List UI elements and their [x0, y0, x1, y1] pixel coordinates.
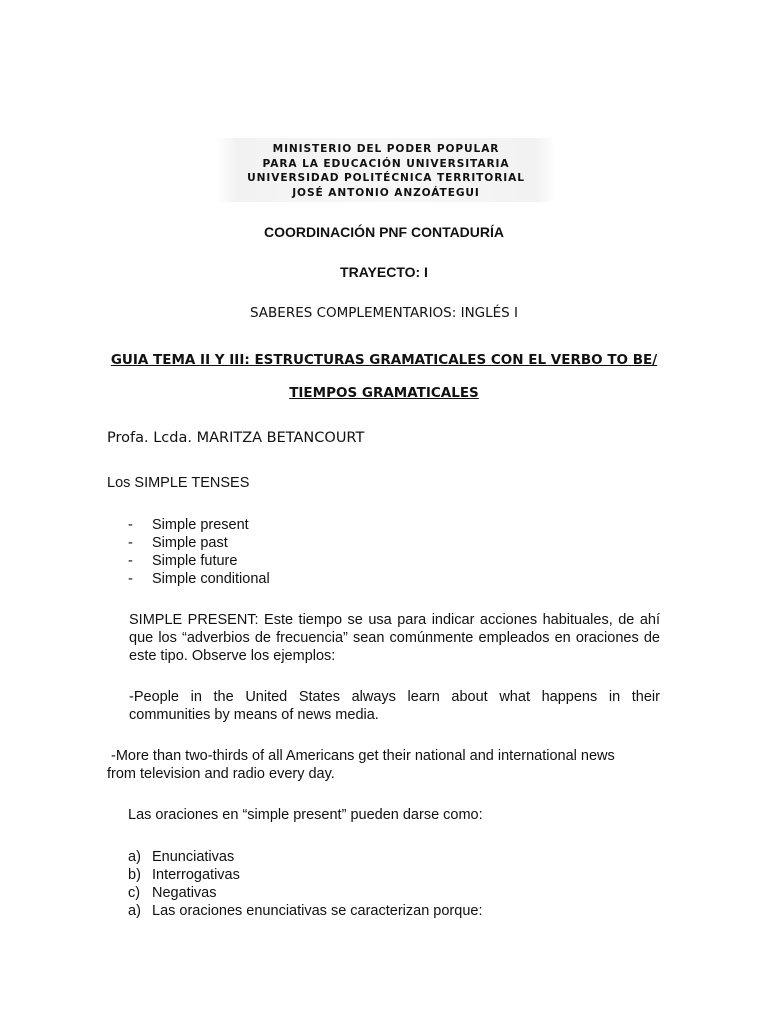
- list-marker: a): [128, 903, 141, 919]
- list-item: [128, 848, 482, 866]
- trayecto-heading: TRAYECTO: I: [340, 264, 428, 280]
- header-line: JOSÉ ANTONIO ANZOÁTEGUI: [292, 186, 480, 199]
- example-1: -People in the United States always learn about what happens in their communities by means of news media.: [129, 689, 660, 723]
- list-item-text: Negativas: [152, 885, 217, 901]
- list-item: [128, 884, 482, 902]
- tenses-list: [128, 516, 270, 588]
- list-item-text: Simple present: [152, 517, 249, 533]
- coordination-heading: COORDINACIÓN PNF CONTADURÍA: [263, 224, 505, 240]
- bullet-marker: -: [128, 535, 133, 551]
- list-item-text: Simple conditional: [152, 571, 270, 587]
- list-item: [128, 866, 482, 884]
- list-item: [128, 570, 270, 588]
- list-item: [128, 534, 270, 552]
- header-line: MINISTERIO DEL PODER POPULAR: [272, 143, 500, 155]
- header-line: UNIVERSIDAD POLITÉCNICA TERRITORIAL: [247, 172, 525, 184]
- guide-title-line-2: TIEMPOS GRAMATICALES: [289, 385, 479, 401]
- list-item-text: Interrogativas: [152, 867, 240, 883]
- list-item-text: Enunciativas: [152, 849, 235, 865]
- simple-present-paragraph: SIMPLE PRESENT: Este tiempo se usa para indicar acciones habituales, de ahí que los “adverbios de frecuencia” sean comúnmente empleados en oraciones de este tipo. Observe los ejemplos:: [129, 612, 660, 664]
- list-marker: c): [128, 885, 141, 901]
- teacher-name: Profa. Lcda. MARITZA BETANCOURT: [107, 430, 365, 446]
- bullet-marker: -: [128, 571, 133, 587]
- list-marker: a): [128, 849, 141, 865]
- list-item-text: Simple past: [152, 535, 228, 551]
- example-2-line-1: -More than two-thirds of all Americans get their national and international news: [107, 748, 615, 764]
- header-line: PARA LA EDUCACIÓN UNIVERSITARIA: [262, 157, 510, 170]
- list-item: [128, 552, 270, 570]
- bullet-marker: -: [128, 553, 133, 569]
- list-marker: b): [128, 867, 141, 883]
- list-item: [128, 902, 482, 920]
- forms-intro: Las oraciones en “simple present” pueden darse como:: [128, 807, 483, 823]
- section-heading: Los SIMPLE TENSES: [107, 475, 250, 491]
- guide-title-line-1: GUIA TEMA II Y III: ESTRUCTURAS GRAMATICALES CON EL VERBO TO BE/: [110, 352, 658, 368]
- list-item: [128, 516, 270, 534]
- bullet-marker: -: [128, 517, 133, 533]
- institution-header: [216, 138, 556, 202]
- list-item-text: Las oraciones enunciativas se caracterizan porque:: [152, 903, 483, 919]
- forms-list: [128, 848, 482, 920]
- list-item-text: Simple future: [152, 553, 238, 569]
- example-2-line-2: from television and radio every day.: [107, 766, 335, 782]
- saberes-heading: SABERES COMPLEMENTARIOS: INGLÉS I: [249, 305, 519, 321]
